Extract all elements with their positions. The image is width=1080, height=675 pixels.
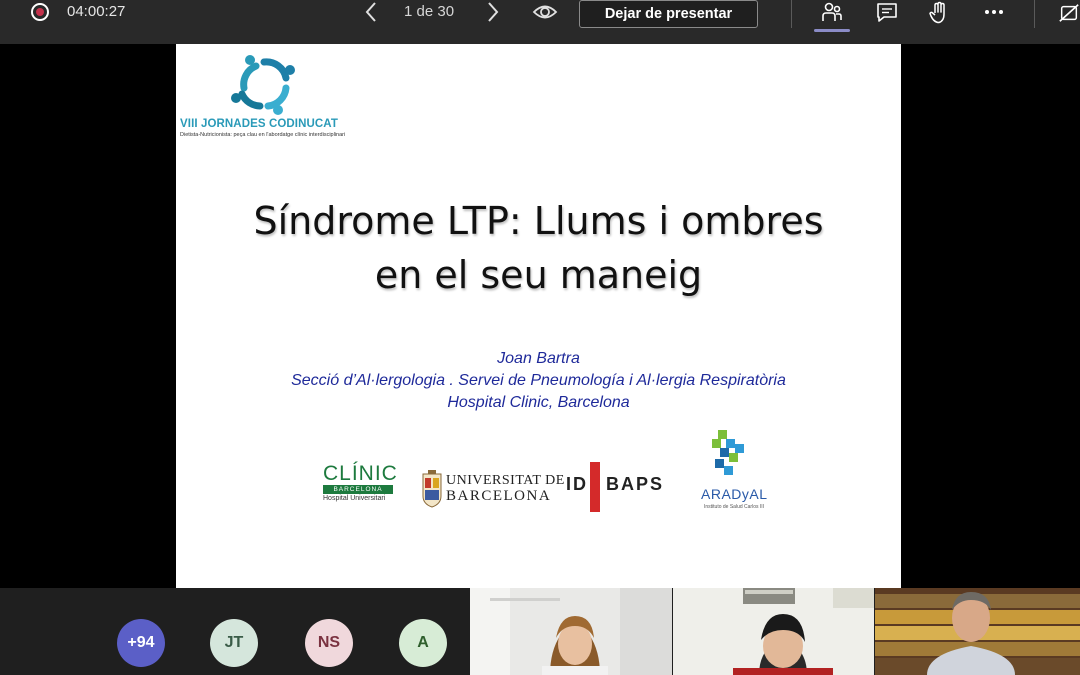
more-participants-button[interactable]: [117, 619, 165, 667]
participant-video: [673, 588, 874, 675]
private-view-button[interactable]: [532, 0, 558, 24]
participant-video-tile[interactable]: [673, 588, 874, 675]
participant-initials: A: [417, 634, 429, 651]
stop-presenting-button[interactable]: Dejar de presentar: [579, 0, 758, 28]
author-block: [176, 348, 901, 414]
chevron-right-icon: [486, 1, 500, 23]
chat-button[interactable]: [873, 0, 901, 26]
meeting-timer: 04:00:27: [67, 3, 126, 20]
presentation-slide: [176, 44, 901, 588]
participant-avatar[interactable]: [210, 619, 258, 667]
participant-initials: NS: [317, 634, 341, 651]
more-icon: [982, 1, 1006, 25]
event-logo-subtitle: Dietista-Nutricionista: peça clau en l'abordatge clínic interdisciplinari: [180, 132, 346, 138]
chat-icon: [875, 1, 899, 25]
more-participants-count: +94: [127, 634, 155, 651]
page-indicator: 1 de 30: [404, 3, 455, 20]
raise-hand-button[interactable]: [925, 0, 953, 26]
participant-video-tile[interactable]: [470, 588, 672, 675]
next-slide-button[interactable]: [481, 0, 505, 24]
people-active-indicator: [814, 29, 850, 32]
idibaps-logo-left: ID: [566, 474, 588, 494]
author-affiliation: Secció d’Al·lergologia . Servei de Pneumología i Al·lergia Respiratòria: [291, 372, 786, 389]
aradyal-logo-caption: Instituto de Salud Carlos III: [704, 504, 765, 510]
hand-icon: [927, 1, 951, 25]
people-button[interactable]: [818, 0, 846, 26]
participant-avatar[interactable]: [399, 619, 447, 667]
camera-off-icon: [1058, 1, 1080, 25]
toolbar-divider: [1034, 0, 1035, 28]
university-logo-line-2: BARCELONA: [446, 488, 552, 504]
event-logo-title: VIII JORNADES CODINUCAT: [180, 118, 338, 130]
university-logo: [446, 473, 565, 504]
clinic-logo-city: BARCELONA: [323, 485, 393, 494]
clinic-logo-caption: Hospital Universitari: [323, 495, 386, 502]
aradyal-logo-icon: [706, 430, 750, 482]
more-options-button[interactable]: [980, 0, 1008, 26]
previous-slide-button[interactable]: [359, 0, 383, 24]
participant-avatar[interactable]: [305, 619, 353, 667]
meeting-toolbar: [0, 0, 1080, 44]
university-shield-icon: [422, 470, 442, 508]
chevron-left-icon: [364, 1, 378, 23]
participant-initials: JT: [224, 634, 244, 651]
author-name: Joan Bartra: [497, 350, 580, 367]
aradyal-logo-name: ARADyAL: [701, 486, 768, 502]
idibaps-red-bar: [590, 462, 600, 512]
clinic-logo-name: CLÍNIC: [323, 462, 398, 485]
author-hospital: Hospital Clinic, Barcelona: [447, 394, 630, 411]
slide-title-line-1: Síndrome LTP: Llums i ombres: [253, 199, 824, 243]
participant-video: [470, 588, 672, 675]
participant-strip: [0, 588, 1080, 675]
recording-icon: [31, 3, 49, 21]
participant-video: [875, 588, 1080, 675]
camera-button[interactable]: [1058, 0, 1080, 26]
clinic-logo: [323, 462, 398, 502]
university-logo-line-1: UNIVERSITAT DE: [446, 473, 565, 488]
codinucat-logo-icon: [228, 48, 300, 120]
slide-title: [176, 194, 901, 302]
people-icon: [820, 1, 844, 25]
toolbar-divider: [791, 0, 792, 28]
idibaps-logo: [566, 462, 665, 512]
participant-video-tile[interactable]: [875, 588, 1080, 675]
idibaps-logo-right: BAPS: [606, 474, 665, 494]
eye-icon: [532, 0, 558, 24]
slide-title-line-2: en el seu maneig: [374, 253, 703, 297]
